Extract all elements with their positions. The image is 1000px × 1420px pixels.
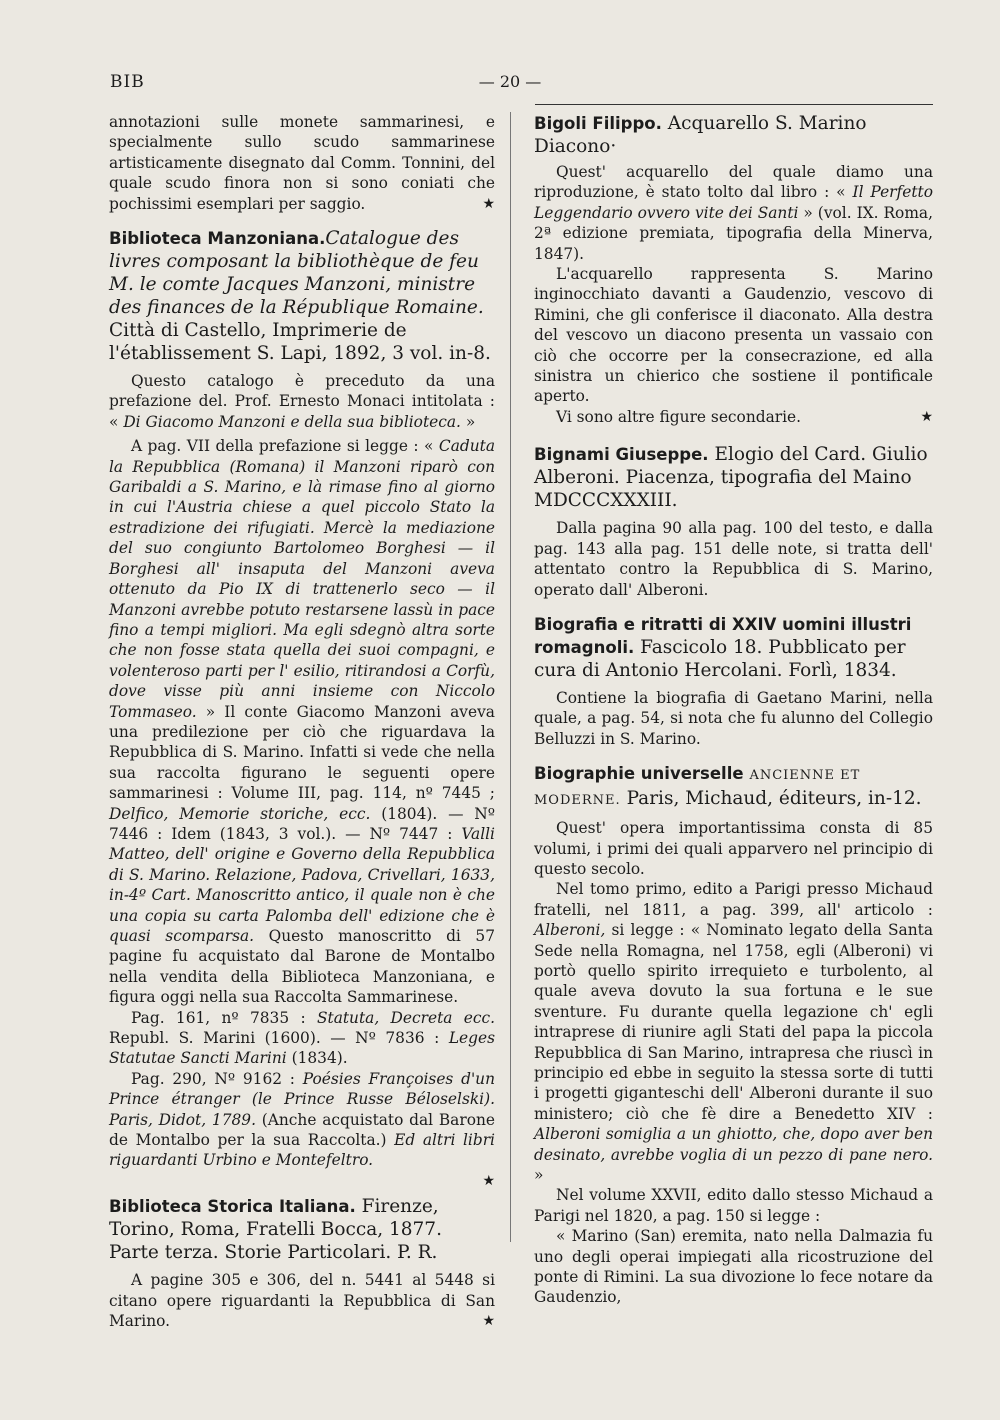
headword: Bigoli Filippo. (534, 114, 662, 133)
page-number: — 20 — (478, 72, 542, 91)
paragraph: Vi sono altre figure secondarie. ★ (556, 407, 933, 426)
entry-biografia (534, 613, 933, 749)
entry-biblioteca-manzoniana (109, 227, 495, 1191)
paragraph: Questo catalogo è preceduto da una prefazione del. Prof. Ernesto Monaci intitolata : « Di Giacomo Manzoni e della sua biblioteca. » (109, 372, 495, 431)
headword: Bignami Giuseppe. (534, 445, 709, 465)
header-rule (535, 104, 933, 105)
entry-heading: Biografia e ritratti di XXIV uomini illustri romagnoli. Fascicolo 18. Pubblicato per cura di Antonio Hercolani. Forlì, 1834. (534, 614, 912, 681)
running-header: BIB (110, 72, 145, 92)
entry-bigoli (534, 112, 933, 427)
paragraph: A pagine 305 e 306, del n. 5441 al 5448 si citano opere riguardanti la Repubblica di San Marino. ★ (109, 1271, 495, 1331)
column-divider (510, 112, 511, 1242)
entry-heading: Biblioteca Storica Italiana. Firenze, Torino, Roma, Fratelli Bocca, 1877. Parte terza. Storie Particolari. P. R. (109, 1196, 442, 1264)
entry-heading: Bignami Giuseppe. Elogio del Card. Giulio Alberoni. Piacenza, tipografia del Maino MDCCCXXXIII. (534, 444, 928, 512)
entry-heading: Biblioteca Manzoniana.Catalogue des livres composant la bibliothèque de feu M. le comte Jacques Manzoni, ministre des finances de la République Romaine. Città di Castello, Imprimerie de l'établissement S. Lapi, 1892, 3 vol. in-8. (109, 228, 491, 365)
paragraph: Quest' acquarello del quale diamo una riproduzione, è stato tolto dal libro : « Il Perfetto Leggendario ovvero vite dei Santi » (vol. IX. Roma, 2ª edizione premiata, tipografia della Minerva, 1847). (534, 163, 933, 263)
entry-heading: Bigoli Filippo. Acquarello S. Marino Diacono· (534, 113, 867, 157)
left-column (109, 112, 495, 1332)
continued-paragraph: annotazioni sulle monete sammarinesi, e specialmente sullo scudo sammarinese artisticamente disegnato dal Comm. Tonnini, del quale scudo finora non si sono coniati che pochissimi esemplari per saggio. ★ (109, 113, 495, 213)
headword: Biblioteca Manzoniana. (109, 229, 326, 249)
star-mark: ★ (482, 1172, 495, 1189)
star-mark: ★ (482, 195, 495, 212)
paragraph: L'acquarello rappresenta S. Marino inginocchiato davanti a Gaudenzio, vescovo di Rimini, che gli conferisce il diaconato. Alla destra del vescovo un diacono presenta un vassaio con ciò che occorre per la consecrazione, ed alla sinistra un chierico che sostiene il pontificale aperto. (534, 265, 933, 406)
star-mark: ★ (482, 1313, 495, 1330)
star-mark: ★ (920, 408, 933, 425)
paragraph: A pag. VII della prefazione si legge : « Caduta la Repubblica (Romana) il Manzoni riparò con Garibaldi a S. Marino, e là rimase fino al giorno in cui l'Austria chiese a quel piccolo Stato la estradizione dei rifugiati. Mercè la mediazione del suo congiunto Bartolomeo Borghesi — il Borghesi all' insaputa del Manzoni aveva ottenuto da Pio IX di trattenerlo seco — il Manzoni avrebbe potuto restarsene lassù in pace fino a tempi migliori. Ma egli sdegnò altra sorte che non fosse stata quella dei suoi compagni, e volenteroso parti per l' esilio, ritirandosi a Corfù, dove visse più anni insieme con Niccolo Tommaseo. » Il conte Giacomo Manzoni aveva una predilezione per ciò che riguardava la Repubblica di S. Marino. Infatti si vede che nella sua raccolta figurano le seguenti opere sammarinesi : Volume III, pag. 114, nº 7445 ; Delfico, Memorie storiche, ecc. (1804). — Nº 7446 : Idem (1843, 3 vol.). — Nº 7447 : Valli Matteo, dell' origine e Governo della Repubblica di S. Marino. Relazione, Padova, Crivellari, 1633, in-4º Cart. Manoscritto antico, il quale non è che una copia su carta Palomba dell' edizione che è quasi scomparsa. Questo manoscritto di 57 pagine fu acquistato dal Barone de Montalbo nella vendita della Biblioteca Manzoniana, e figura oggi nella sua Raccolta Sammarinese. (109, 437, 495, 1007)
headword: Biblioteca Storica Italiana. (109, 1197, 356, 1217)
entry-bignami (534, 443, 933, 600)
paragraph: Dalla pagina 90 alla pag. 100 del testo, e dalla pag. 143 alla pag. 151 delle note, si tratta dell' attentato contro la Repubblica di S. Marino, operato dall' Alberoni. (534, 519, 933, 599)
paragraph: Pag. 290, Nº 9162 : Poésies Françoises d'un Prince étranger (le Prince Russe Béloselski). Paris, Didot, 1789. (Anche acquistato dal Barone de Montalbo per la sua Raccolta.) Ed altri libri riguardanti Urbino e Montefeltro. (109, 1069, 495, 1170)
headword: Biografia e ritratti di XXIV uomini illustri romagnoli. (534, 614, 912, 657)
paragraph: Nel tomo primo, edito a Parigi presso Michaud fratelli, nel 1811, a pag. 399, all' articolo : Alberoni, si legge : « Nominato legato della Santa Sede nella Romagna, nel 1758, egli (Alberoni) vi portò quello spirito irrequieto e turbolento, al quale aveva dovuto la sua fortuna e le sue sventure. Fu durante quella legazione ch' egli intraprese di riunire agli Stati del papa la piccola Repubblica di San Marino, intrapresa che riuscì in principio ed ebbe in seguito la stessa sorte di tutti i progetti giganteschi dell' Alberoni durante il suo ministero; ciò che fè dire a Benedetto XIV : Alberoni somiglia a un ghiotto, che, dopo aver ben desinato, avrebbe voglia di un pezzo di pane nero. » (534, 880, 933, 1185)
entry-heading: Biographie universelle ANCIENNE ET MODERNE. Paris, Michaud, éditeurs, in-12. (534, 764, 922, 810)
paragraph: Quest' opera importantissima consta di 85 volumi, i primi dei quali apparvero nel principio di questo secolo. (534, 819, 933, 878)
paragraph: Nel volume XXVII, edito dallo stesso Michaud a Parigi nel 1820, a pag. 150 si legge : (534, 1186, 933, 1225)
paragraph: Contiene la biografia di Gaetano Marini, nella quale, a pag. 54, si nota che fu alunno del Collegio Belluzzi in S. Marino. (534, 688, 933, 748)
entry-biographie (534, 762, 933, 1308)
paragraph: Pag. 161, nº 7835 : Statuta, Decreta ecc. Republ. S. Marini (1600). — Nº 7836 : Leges Statutae Sancti Marini (1834). (109, 1008, 495, 1068)
headword: Biographie universelle (534, 764, 744, 784)
entry-biblioteca-storica (109, 1195, 495, 1331)
right-column (534, 112, 933, 1308)
paragraph: « Marino (San) eremita, nato nella Dalmazia fu uno degli operai impiegati alla ricostruzione del ponte di Rimini. La sua divozione lo fece notare da Gaudenzio, (534, 1227, 933, 1307)
